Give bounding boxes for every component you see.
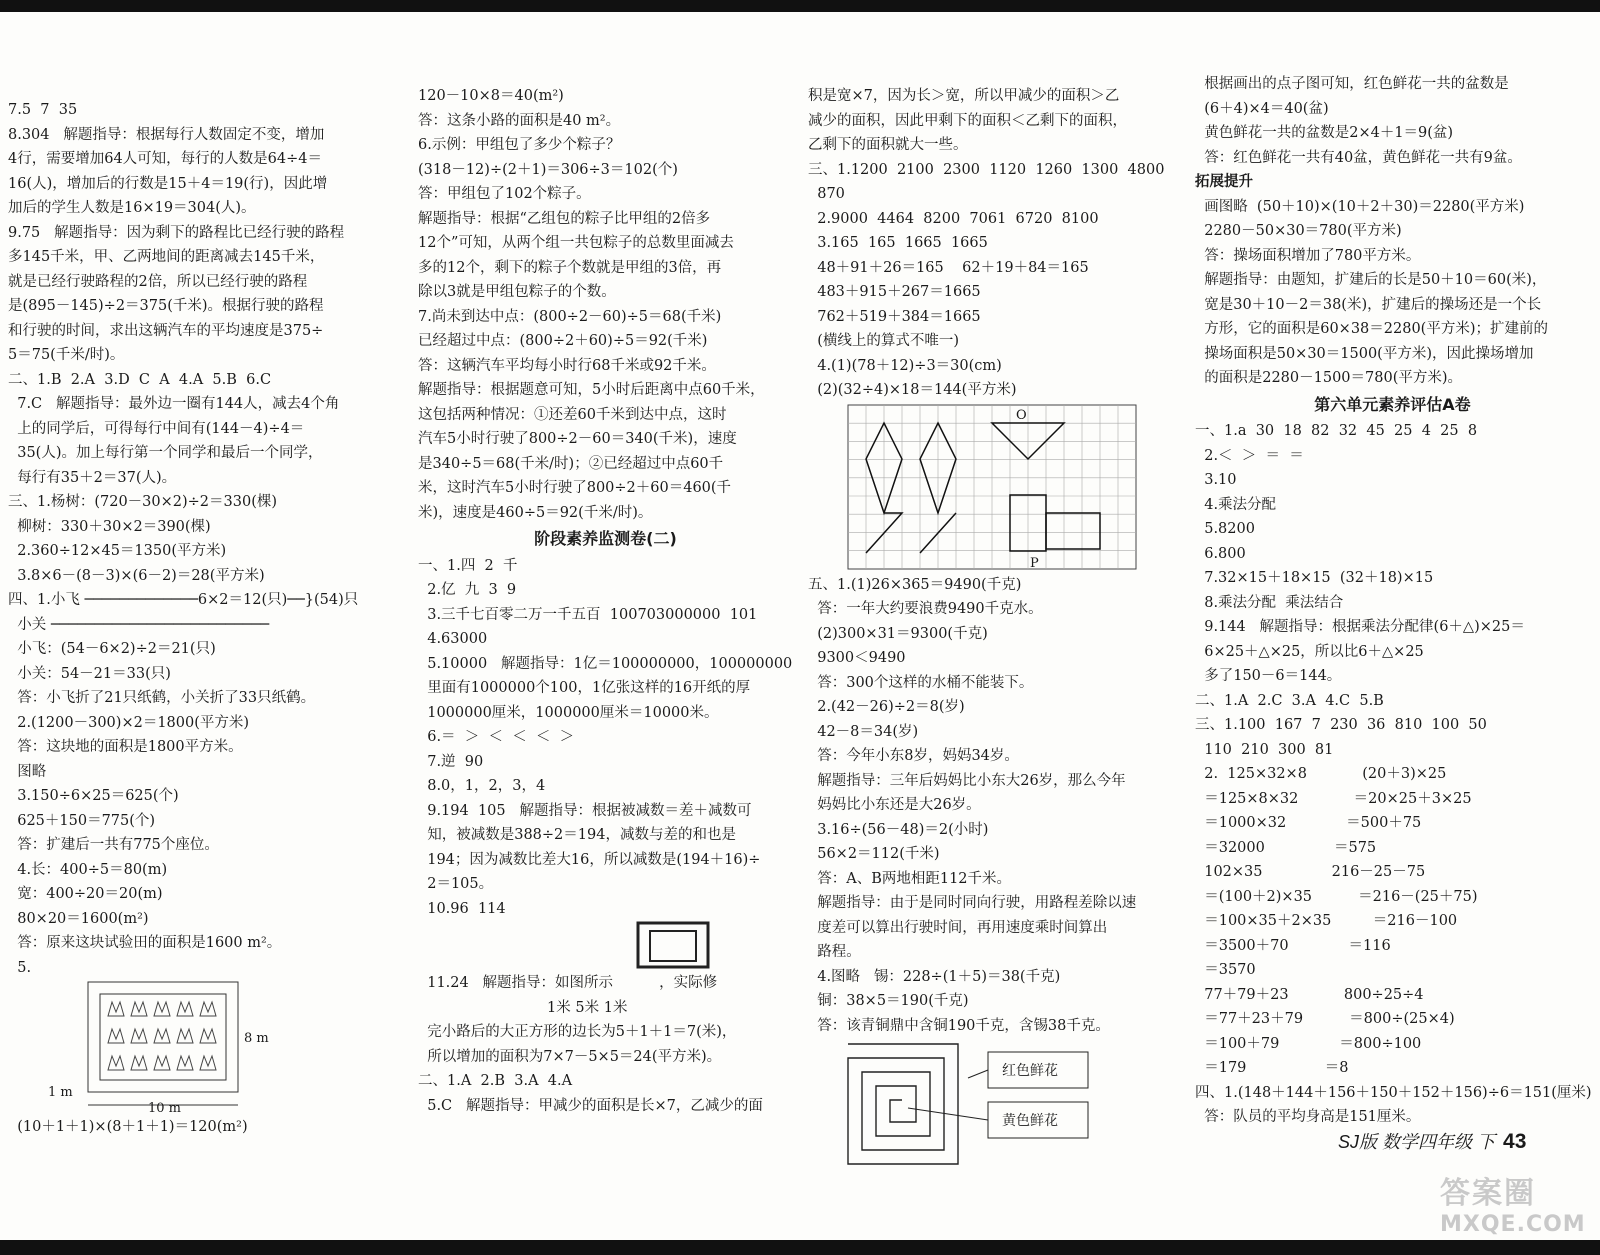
answer-line: 77＋79＋23 800÷25÷4 [1195, 986, 1424, 1003]
answer-line: ＝100＋79 ＝800÷100 [1195, 1035, 1422, 1052]
plant-icon [154, 1002, 170, 1016]
answer-line: 所以增加的面积为7×7－5×5＝24(平方米)。 [418, 1048, 722, 1065]
answer-line: ＝3500＋70 ＝116 [1195, 937, 1391, 954]
answer-line: 答：一年大约要浪费9490千克水。 [808, 601, 1043, 617]
answer-line: ＝100×35＋2×35 ＝216－100 [1195, 913, 1458, 929]
answer-line: 7.5 7 35 [8, 102, 78, 118]
answer-line: (2)(32÷4)×18＝144(平方米) [808, 382, 1017, 398]
answer-line: 宽是30＋10－2＝38(米)，扩建后的操场还是一个长 [1195, 296, 1542, 313]
answer-line: 483＋915＋267＝1665 [808, 284, 981, 300]
answer-line: 小关 ───────────────────────── [8, 616, 270, 633]
answer-line: 五、1.(1)26×365＝9490(千克) [808, 576, 1022, 593]
answer-line: 答：300个这样的水桶不能装下。 [808, 674, 1034, 691]
answer-line: 除以3就是甲组包粽子的个数。 [418, 284, 616, 300]
answer-line: ＝1000×32 ＝500＋75 [1195, 815, 1422, 831]
answer-line: 是340÷5＝68(千米/时)；②已经超过中点60千 [418, 455, 724, 472]
answer-line: 小关：54－21＝33(只) [8, 665, 171, 682]
answer-line: 120－10×8＝40(m²) [418, 88, 564, 104]
answer-line: 2280－50×30＝780(平方米) [1195, 223, 1402, 239]
answer-line: 就是已经行驶路程的2倍，所以已经行驶的路程 [8, 273, 308, 290]
answer-line: 柳树：330＋30×2＝390(棵) [8, 518, 211, 535]
answer-line: 2. 125×32×8 (20＋3)×25 [1195, 766, 1447, 782]
answer-line: 35(人)。加上每行第一个同学和最后一个同学， [8, 445, 323, 461]
answer-line: 答：小飞折了21只纸鹤，小关折了33只纸鹤。 [8, 690, 316, 706]
answer-line: 9.75 解题指导：因为剩下的路程比已经行驶的路程 [8, 224, 345, 241]
answer-line: 7.32×15＋18×15 (32＋18)×15 [1195, 570, 1434, 586]
answer-line: 四、1.(148＋144＋156＋150＋152＋156)÷6＝151(厘米) [1195, 1084, 1592, 1101]
answer-line: 6.800 [1195, 545, 1246, 562]
answer-line: 8.0，1，2，3，4 [418, 778, 546, 794]
answer-line: 黄色鲜花一共的盆数是2×4＋1＝9(盆) [1195, 125, 1454, 141]
answer-line: 每行有35＋2＝37(人)。 [8, 469, 177, 486]
plant-icon [200, 1029, 216, 1043]
answer-line: 减少的面积，因此甲剩下的面积＜乙剩下的面积， [808, 112, 1127, 129]
answer-line: 根据画出的点子图可知，红色鲜花一共的盆数是 [1195, 76, 1509, 92]
answer-column-2 [418, 84, 793, 1118]
answer-line: (10＋1＋1)×(8＋1＋1)＝120(m²) [8, 1119, 248, 1135]
answer-line: 7.C 解题指导：最外边一圈有144人，减去4个角 [8, 396, 340, 412]
answer-line: 里面有1000000个100，1亿张这样的16开纸的厚 [418, 680, 751, 696]
answer-line: 56×2＝112(千米) [808, 846, 940, 862]
answer-line: 2＝105。 [418, 876, 494, 892]
answer-line: 解题指导：由于是同时同向行驶，用路程差除以速 [808, 895, 1137, 911]
answer-line: 铜：38×5＝190(千克) [808, 993, 969, 1009]
answer-line: 6.示例：甲组包了多少个粽子？ [418, 137, 621, 153]
answer-line: 三、1.100 167 7 230 36 810 100 50 [1195, 717, 1487, 733]
answer-line: 答：队员的平均身高是151厘米。 [1195, 1109, 1421, 1125]
answer-line: 4.图略 锡：228÷(1＋5)＝38(千克) [808, 968, 1061, 985]
answer-line: 4行，需要增加64人可知，每行的人数是64÷4＝ [8, 151, 322, 167]
plant-icon [200, 1056, 216, 1070]
answer-line: 这包括两种情况：①还差60千米到达中点，这时 [418, 406, 727, 423]
margin-label: 1 m [48, 1085, 73, 1100]
answer-line: 7.尚未到达中点：(800÷2－60)÷5＝68(千米) [418, 308, 722, 325]
answer-line: (6＋4)×4＝40(盆) [1195, 100, 1329, 117]
answer-line: 度差可以算出行驶时间，再用速度乘时间算出 [808, 919, 1108, 936]
subsection-heading: 拓展提升 [1195, 174, 1253, 190]
answer-line: 一、1.四 2 千 [418, 557, 518, 574]
answer-line: 小飞：(54－6×2)÷2＝21(只) [8, 641, 216, 657]
answer-line: 已经超过中点：(800÷2＋60)÷5＝92(千米) [418, 333, 708, 349]
page-number: 43 [1503, 1130, 1527, 1153]
answer-line: 答：这辆汽车平均每小时行68千米或92千米。 [418, 357, 716, 374]
field-diagram [8, 980, 269, 1116]
answer-line: 妈妈比小东还是大26岁。 [808, 797, 981, 813]
answer-line: 102×35 216－25－75 [1195, 864, 1426, 880]
answer-line: 12个”可知，从两个组一共包粽子的总数里面减去 [418, 235, 734, 251]
answer-line: 8.乘法分配 乘法结合 [1195, 594, 1344, 611]
point-p-label: P [1030, 555, 1039, 571]
plant-icon [131, 1029, 147, 1043]
red-flower-label: 红色鲜花 [1002, 1063, 1058, 1079]
answer-line: 多145千米，甲、乙两地间的距离减去145千米， [8, 249, 325, 265]
watermark-brand: 答案圈 [1440, 1176, 1536, 1211]
plant-icon [200, 1002, 216, 1016]
answer-line: 5.8200 [1195, 521, 1255, 537]
answer-line: 是(895－145)÷2＝375(千米)。根据行驶的路程 [8, 298, 324, 314]
answer-line: 5＝75(千米/时)。 [8, 347, 125, 363]
answer-line: 3.8×6－(8－3)×(6－2)＝28(平方米) [8, 567, 265, 584]
answer-line: 42－8＝34(岁) [808, 723, 919, 740]
answer-line: 3.10 [1195, 472, 1237, 488]
answer-line: 48＋91＋26＝165 62＋19＋84＝165 [808, 259, 1089, 276]
answer-line: 答：操场面积增加了780平方米。 [1195, 247, 1421, 264]
answer-line: 2.9000 4464 8200 7061 6720 8100 [808, 210, 1099, 227]
answer-line: 答：这条小路的面积是40 m²。 [418, 112, 621, 129]
answer-line: 多的12个，剩下的粽子个数就是甲组的3倍，再 [418, 259, 722, 276]
inner-square [650, 931, 696, 961]
answer-line: ＝77＋23＋79 ＝800÷(25×4) [1195, 1011, 1455, 1027]
answer-line: 加后的学生人数是16×19＝304(人)。 [8, 200, 256, 216]
square-diagram [418, 921, 778, 971]
watermark-logo [1440, 1168, 1590, 1238]
answer-line: (318－12)÷(2＋1)＝306÷3＝102(个) [418, 161, 678, 178]
answer-line: 9.194 105 解题指导：根据被减数＝差＋减数可 [418, 802, 752, 819]
answer-line: 解题指导：根据“乙组包的粽子比甲组的2倍多 [418, 210, 711, 227]
answer-line: 上的同学后，可得每行中间有(144－4)÷4＝ [8, 420, 305, 437]
answer-line: 3.165 165 1665 1665 [808, 235, 988, 251]
answer-line: 和行驶的时间，求出这辆汽车的平均速度是375÷ [8, 322, 324, 339]
answer-line: 1000000厘米，1000000厘米＝10000米。 [418, 704, 719, 721]
answer-line: 二、1.B 2.A 3.D C A 4.A 5.B 6.C [8, 371, 272, 388]
plant-icon [154, 1056, 170, 1070]
answer-column-4 [1195, 72, 1590, 1130]
answer-line: 三、1.杨树：(720－30×2)÷2＝330(棵) [8, 494, 278, 510]
answer-line: 解题指导：由题知，扩建后的长是50＋10＝60(米)， [1195, 272, 1547, 288]
answer-line: 画图略 (50＋10)×(10＋2＋30)＝2280(平方米) [1195, 198, 1525, 215]
plant-icon [108, 1002, 124, 1016]
answer-line: 米)，速度是460÷5＝92(千米/时)。 [418, 504, 653, 521]
answer-line: 答：甲组包了102个粽子。 [418, 186, 591, 202]
answer-line: 4.63000 [418, 631, 488, 647]
section-heading: 第六单元素养评估A卷 [1314, 394, 1471, 414]
answer-line: 2.360÷12×45＝1350(平方米) [8, 543, 227, 559]
answer-line: 三、1.1200 2100 2300 1120 1260 1300 4800 [808, 161, 1165, 178]
answer-line: 多了150－6＝144。 [1195, 668, 1342, 684]
answer-line: 答：今年小东8岁，妈妈34岁。 [808, 748, 1019, 764]
answer-line: 答：这块地的面积是1800平方米。 [8, 739, 243, 755]
yellow-flower-label: 黄色鲜花 [1002, 1113, 1058, 1129]
answer-line: 9300＜9490 [808, 650, 906, 666]
answer-column-1 [8, 98, 376, 1140]
answer-line: 操场面积是50×30＝1500(平方米)，因此操场增加 [1195, 345, 1534, 362]
answer-line: 四、1.小飞 ─────────────6×2＝12(只)──}(54)只 [8, 592, 359, 608]
answer-line: 完小路后的大正方形的边长为5＋1＋1＝7(米)， [418, 1024, 737, 1040]
answer-line: 110 210 300 81 [1195, 741, 1334, 758]
answer-line: 2.(42－26)÷2＝8(岁) [808, 699, 965, 715]
answer-line: 4.长：400÷5＝80(m) [8, 861, 168, 878]
answer-line: 宽：400÷20＝20(m) [8, 886, 163, 902]
answer-line: 3.150÷6×25＝625(个) [8, 788, 179, 804]
red-pointer [968, 1070, 988, 1078]
answer-line: 625＋150＝775(个) [8, 812, 156, 829]
answer-line: 答：A、B两地相距112千米。 [808, 870, 1012, 887]
flower-spiral-figure [808, 1038, 1148, 1173]
answer-line: (2)300×31＝9300(千克) [808, 625, 988, 642]
plant-icon [177, 1029, 193, 1043]
page-footer [1338, 1128, 1526, 1154]
width-label: 10 m [148, 1101, 182, 1116]
answer-line: 3.16÷(56－48)＝2(小时) [808, 821, 989, 838]
answer-line: ＝32000 ＝575 [1195, 839, 1377, 856]
answer-line: 乙剩下的面积就大一些。 [808, 137, 968, 153]
answer-line: (横线上的算式不唯一) [808, 333, 960, 349]
answer-line: 11.24 解题指导：如图所示 ，实际修 [418, 975, 718, 991]
answer-line: 4.(1)(78＋12)÷3＝30(cm) [808, 357, 1002, 374]
dot-spiral [848, 1044, 958, 1164]
bottom-scan-edge [0, 1240, 1600, 1255]
answer-line: ＝3570 [1195, 962, 1256, 978]
answer-line: 一、1.a 30 18 82 32 45 25 4 25 8 [1195, 423, 1478, 439]
answer-line: 积是宽×7，因为长＞宽，所以甲减少的面积＞乙 [808, 88, 1120, 104]
edition-label: SJ版 数学四年级 下 [1338, 1132, 1496, 1152]
answer-line: 6.＝ ＞ ＜ ＜ ＜ ＞ [418, 729, 575, 745]
answer-line: 194；因为减数比差大16，所以减数是(194＋16)÷ [418, 851, 761, 868]
watermark-url: MXQE.COM [1440, 1212, 1586, 1237]
answer-line: 的面积是2280－1500＝780(平方米)。 [1195, 370, 1463, 386]
answer-line: 80×20＝1600(m²) [8, 910, 149, 927]
answer-line: 汽车5小时行驶了800÷2－60＝340(千米)，速度 [418, 431, 737, 447]
answer-line: ＝(100＋2)×35 ＝216－(25＋75) [1195, 888, 1478, 905]
answer-column-3 [808, 84, 1186, 1173]
yellow-pointer [908, 1108, 988, 1120]
answer-line: 答：该青铜鼎中含铜190千克，含锡38千克。 [808, 1017, 1110, 1034]
answer-line: 二、1.A 2.C 3.A 4.C 5.B [1195, 692, 1384, 709]
height-label: 8 m [244, 1031, 269, 1046]
answer-line: 762＋519＋384＝1665 [808, 308, 981, 325]
answer-line: 2.(1200－300)×2＝1800(平方米) [8, 714, 250, 731]
answer-line: 5.10000 解题指导：1亿＝100000000，100000000 [418, 655, 793, 672]
point-o-label: O [1016, 407, 1027, 423]
plant-icon [108, 1029, 124, 1043]
rect-shape-b [1046, 513, 1100, 549]
answer-line: 9.144 解题指导：根据乘法分配律(6＋△)×25＝ [1195, 619, 1525, 635]
plant-icon [177, 1056, 193, 1070]
answer-line: 知，被减数是388÷2＝194，减数与差的和也是 [418, 827, 736, 843]
answer-line: 4.乘法分配 [1195, 496, 1277, 513]
plant-icon [154, 1029, 170, 1043]
answer-line: 答：扩建后一共有775个座位。 [8, 837, 219, 853]
answer-line: ＝179 ＝8 [1195, 1060, 1349, 1076]
answer-line: ＝125×8×32 ＝20×25＋3×25 [1195, 790, 1472, 807]
answer-line: 解题指导：三年后妈妈比小东大26岁，那么今年 [808, 772, 1126, 789]
answer-line: 答：红色鲜花一共有40盆，黄色鲜花一共有9盆。 [1195, 149, 1522, 166]
answer-line: 870 [808, 186, 845, 202]
answer-line: 3.三千七百零二万一千五百 100703000000 101 [418, 606, 758, 623]
answer-line: 解题指导：根据题意可知，5小时后距离中点60千米， [418, 382, 765, 398]
answer-line: 1米 5米 1米 [418, 999, 628, 1016]
answer-line: 答：原来这块试验田的面积是1600 m²。 [8, 935, 282, 951]
answer-line: 10.96 114 [418, 900, 506, 917]
answer-line: 16(人)，增加后的行数是15＋4＝19(行)，因此增 [8, 175, 328, 192]
answer-line: 5.C 解题指导：甲减少的面积是长×7，乙减少的面 [418, 1097, 763, 1114]
plant-icon [131, 1002, 147, 1016]
answer-line: 米，这时汽车5小时行驶了800÷2＋60＝460(千 [418, 480, 732, 496]
answer-line: 路程。 [808, 944, 861, 960]
plant-icon [177, 1002, 193, 1016]
answer-line: 7.逆 90 [418, 753, 484, 770]
answer-line: 5. [8, 959, 32, 976]
section-heading: 阶段素养监测卷(二) [534, 529, 677, 548]
answer-line: 2.＜ ＞ ＝ ＝ [1195, 447, 1304, 464]
answer-line: 方形，它的面积是60×38＝2280(平方米)；扩建前的 [1195, 321, 1548, 337]
plant-icon [131, 1056, 147, 1070]
answer-line: 6×25＋△×25，所以比6＋△×25 [1195, 643, 1424, 660]
plant-icon [108, 1056, 124, 1070]
top-scan-edge [0, 0, 1600, 12]
answer-line: 二、1.A 2.B 3.A 4.A [418, 1073, 573, 1089]
answer-line: 2.亿 九 3 9 [418, 582, 517, 598]
answer-line: 8.304 解题指导：根据每行人数固定不变，增加 [8, 126, 325, 143]
answer-line: 图略 [8, 763, 47, 780]
grid-figure [808, 403, 1138, 573]
